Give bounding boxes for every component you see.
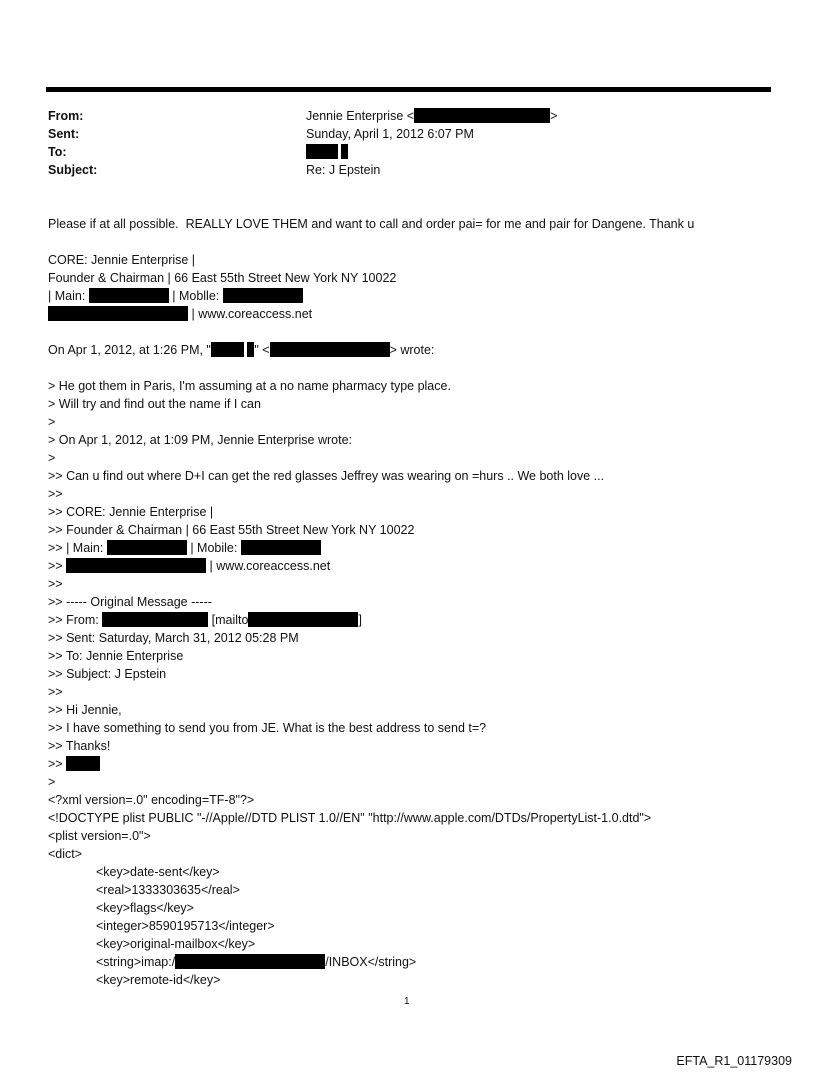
redaction — [89, 288, 169, 303]
quoted-line: >> Founder & Chairman | 66 East 55th Street New York NY 10022 — [48, 523, 415, 537]
xml-line: <integer>8590195713</integer> — [96, 919, 275, 933]
wrote-line: On Apr 1, 2012, at 1:26 PM, " " < > wrote: — [48, 343, 435, 357]
xml-line: <plist version=.0"> — [48, 829, 151, 843]
from-value: Jennie Enterprise < > — [306, 109, 558, 123]
to-label: To: — [48, 145, 67, 159]
quoted-line: >> I have something to send you from JE. What is the best address to send t=? — [48, 721, 487, 735]
redaction — [306, 144, 338, 159]
redaction — [241, 540, 321, 555]
subject-row — [48, 161, 381, 179]
redaction — [270, 342, 390, 357]
quoted-line: >> Sent: Saturday, March 31, 2012 05:28 PM — [48, 631, 299, 645]
redaction — [107, 540, 187, 555]
from-row — [48, 107, 558, 125]
quoted-line: >> | Main: | Mobile: — [48, 539, 321, 557]
subject-label: Subject: — [48, 163, 98, 177]
header-rule — [46, 87, 771, 92]
redaction — [414, 108, 550, 123]
quoted-line: >> CORE: Jennie Enterprise | — [48, 505, 214, 519]
redaction — [211, 342, 244, 357]
signature-line: | Main: | Moblle: — [48, 287, 303, 305]
subject-value: Re: J Epstein — [306, 163, 381, 177]
sent-label: Sent: — [48, 127, 80, 141]
quoted-line: >> — [48, 685, 63, 699]
quoted-line: > — [48, 451, 56, 465]
xml-line: <!DOCTYPE plist PUBLIC "-//Apple//DTD PLIST 1.0//EN" "http://www.apple.com/DTDs/PropertyList-1.0.dtd"> — [48, 811, 652, 825]
from-label: From: — [48, 109, 84, 123]
redaction — [102, 612, 208, 627]
redaction — [175, 954, 325, 969]
xml-line: <key>original-mailbox</key> — [96, 937, 256, 951]
quoted-line: >> ----- Original Message ----- — [48, 595, 212, 609]
redaction — [248, 612, 358, 627]
to-value — [306, 143, 348, 161]
redaction — [66, 558, 206, 573]
quoted-line: >> — [48, 577, 63, 591]
quoted-line: >> To: Jennie Enterprise — [48, 649, 184, 663]
quoted-line: > On Apr 1, 2012, at 1:09 PM, Jennie Enterprise wrote: — [48, 433, 352, 447]
page-number: 1 — [404, 996, 410, 1007]
signature-line: CORE: Jennie Enterprise | — [48, 253, 196, 267]
quoted-line: > He got them in Paris, I'm assuming at a no name pharmacy type place. — [48, 379, 451, 393]
quoted-line: >> Hi Jennie, — [48, 703, 122, 717]
quoted-line: >> Subject: J Epstein — [48, 667, 167, 681]
to-row — [48, 143, 67, 161]
quoted-line: >> — [48, 755, 100, 773]
xml-line: <key>flags</key> — [96, 901, 194, 915]
sent-value: Sunday, April 1, 2012 6:07 PM — [306, 127, 474, 141]
redaction — [223, 288, 303, 303]
sent-row — [48, 125, 474, 143]
quoted-line: >> — [48, 487, 63, 501]
xml-line: <?xml version=.0" encoding=TF-8"?> — [48, 793, 255, 807]
xml-line: <dict> — [48, 847, 83, 861]
redaction — [341, 144, 348, 159]
quoted-line: > — [48, 775, 56, 789]
document-id: EFTA_R1_01179309 — [676, 1054, 792, 1068]
redaction — [48, 306, 188, 321]
xml-line: <key>remote-id</key> — [96, 973, 221, 987]
signature-line: Founder & Chairman | 66 East 55th Street New York NY 10022 — [48, 271, 397, 285]
quoted-line: >> Thanks! — [48, 739, 111, 753]
xml-line: <key>date-sent</key> — [96, 865, 220, 879]
xml-line: <string>imap:/ /INBOX</string> — [96, 955, 417, 969]
quoted-line: >> Can u find out where D+I can get the red glasses Jeffrey was wearing on =hurs .. We both love ... — [48, 469, 605, 483]
quoted-line: >> From: [mailto ] — [48, 613, 362, 627]
xml-line: <real>1333303635</real> — [96, 883, 240, 897]
redaction — [66, 756, 100, 771]
quoted-line: > Will try and find out the name if I can — [48, 397, 261, 411]
quoted-line: > — [48, 415, 56, 429]
signature-line: | www.coreaccess.net — [48, 305, 312, 323]
quoted-line: >> | www.coreaccess.net — [48, 559, 331, 573]
body-paragraph: Please if at all possible. REALLY LOVE THEM and want to call and order pai= for me and pair for Dangene. Thank u — [48, 217, 695, 231]
